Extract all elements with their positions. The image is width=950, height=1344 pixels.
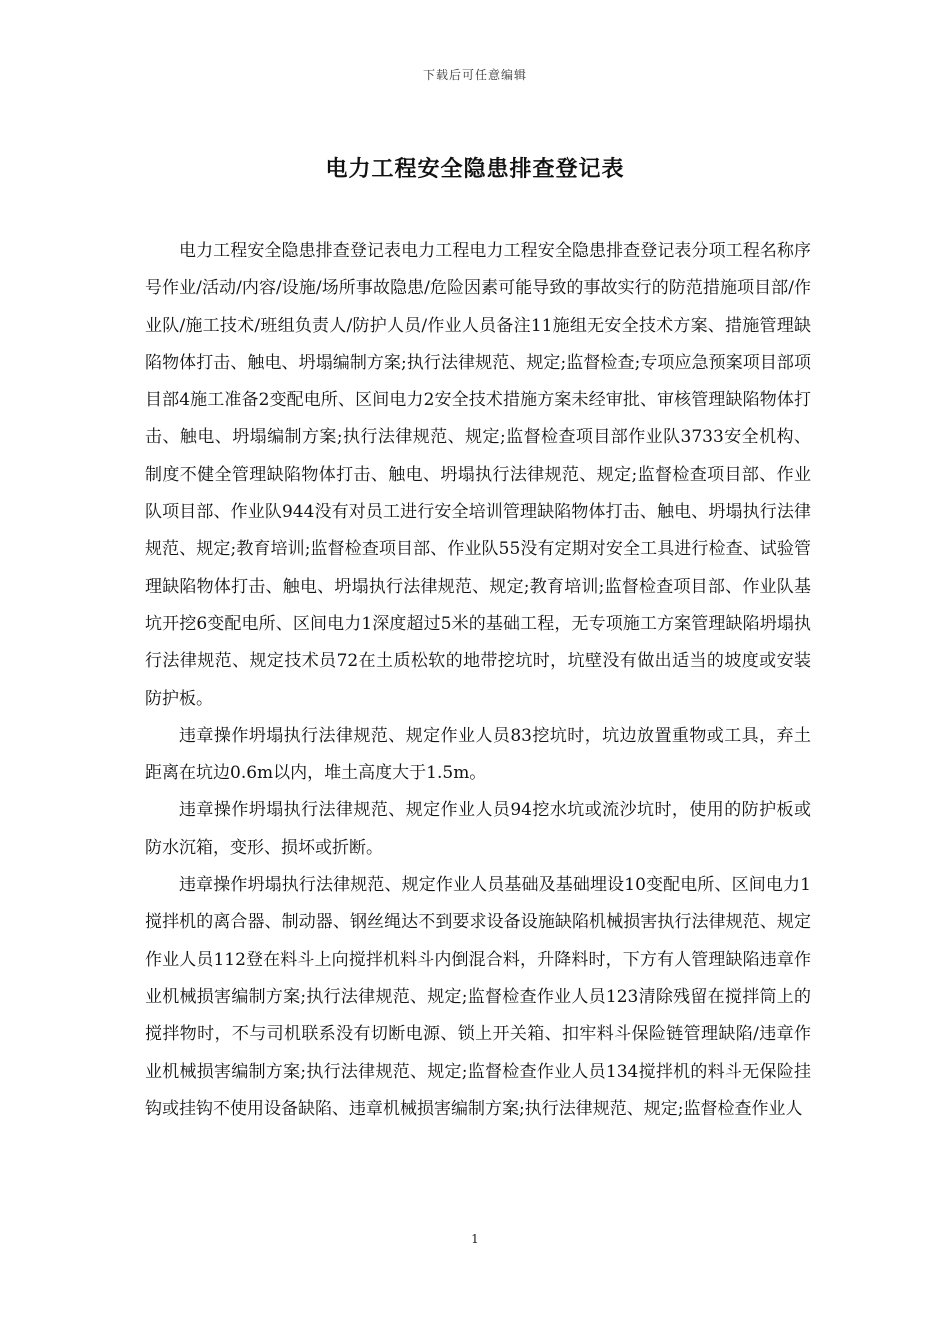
body-paragraph: 电力工程安全隐患排查登记表电力工程电力工程安全隐患排查登记表分项工程名称序号作业/活动/内容/设施/场所事故隐患/危险因素可能导致的事故实行的防范措施项目部/作业队/施工技术/班组负责人/防护人员/作业人员备注11施组无安全技术方案、措施管理缺陷物体打击、触电、坍塌编制方案;执行法律规范、规定;监督检查;专项应急预案项目部项目部4施工准备2变配电所、区间电力2安全技术措施方案未经审批、审核管理缺陷物体打击、触电、坍塌编制方案;执行法律规范、规定;监督检查项目部作业队3733安全机构、制度不健全管理缺陷物体打击、触电、坍塌执行法律规范、规定;监督检查项目部、作业队项目部、作业队944没有对员工进行安全培训管理缺陷物体打击、触电、坍塌执行法律规范、规定;教育培训;监督检查项目部、作业队55没有定期对安全工具进行检查、试验管理缺陷物体打击、触电、坍塌执行法律规范、规定;教育培训;监督检查项目部、作业队基坑开挖6变配电所、区间电力1深度超过5米的基础工程，无专项施工方案管理缺陷坍塌执行法律规范、规定技术员72在土质松软的地带挖坑时，坑壁没有做出适当的坡度或安装防护板。 (145, 241, 811, 709)
document-body (145, 233, 811, 1128)
body-paragraph: 违章操作坍塌执行法律规范、规定作业人员基础及基础埋设10变配电所、区间电力1搅拌机的离合器、制动器、钢丝绳达不到要求设备设施缺陷机械损害执行法律规范、规定作业人员112登在料斗上向搅拌机料斗内倒混合料，升降料时，下方有人管理缺陷违章作业机械损害编制方案;执行法律规范、规定;监督检查作业人员123清除残留在搅拌筒上的搅拌物时，不与司机联系没有切断电源、锁上开关箱、扣牢料斗保险链管理缺陷/违章作业机械损害编制方案;执行法律规范、规定;监督检查作业人员134搅拌机的料斗无保险挂钩或挂钩不使用设备缺陷、违章机械损害编制方案;执行法律规范、规定;监督检查作业人 (145, 875, 811, 1119)
page-header: 下载后可任意编辑 (422, 68, 527, 82)
body-paragraph: 违章操作坍塌执行法律规范、规定作业人员94挖水坑或流沙坑时，使用的防护板或防水沉箱，变形、损坏或折断。 (145, 800, 811, 858)
page-number: 1 (471, 1232, 479, 1246)
body-paragraph: 违章操作坍塌执行法律规范、规定作业人员83挖坑时，坑边放置重物或工具，弃土距离在坑边0.6m以内，堆土高度大于1.5m。 (145, 725, 811, 784)
document-title: 电力工程安全隐患排查登记表 (325, 156, 625, 182)
